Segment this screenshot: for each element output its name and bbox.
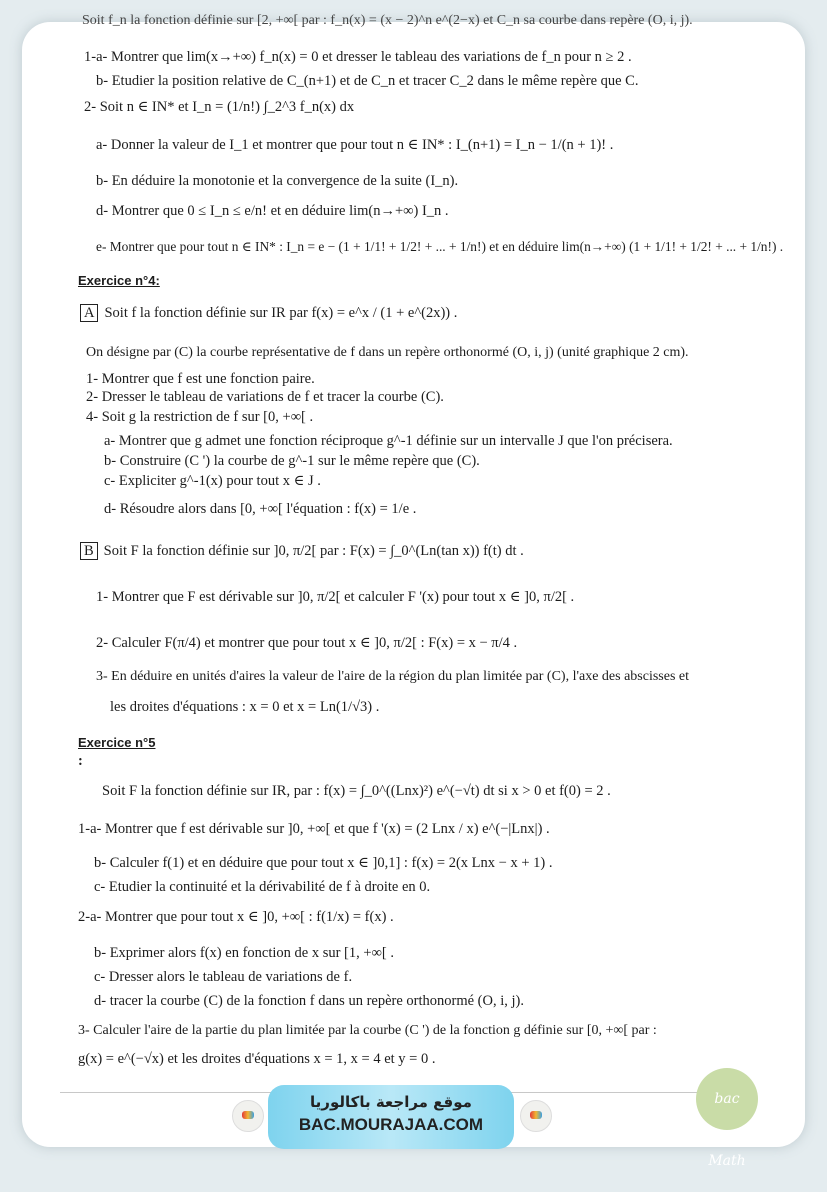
question-1a: 1-a- Montrer que lim(x→+∞) f_n(x) = 0 et dresser le tableau des variations de f_n pour n ≥ 2 . <box>84 49 632 65</box>
partial-top-line: Soit f_n la fonction définie sur [2, +∞[ par : f_n(x) = (x − 2)^n e^(2−x) et C_n sa courbe dans repère (O, i, j). <box>82 13 693 28</box>
part-B <box>80 542 524 560</box>
ex5-q2c: c- Dresser alors le tableau de variations de f. <box>94 969 353 985</box>
ex4-b2: 2- Calculer F(π/4) et montrer que pour tout x ∈ ]0, π/2[ : F(x) = x − π/4 . <box>96 635 518 651</box>
ex5-q2d: d- tracer la courbe (C) de la fonction f dans un repère orthonormé (O, i, j). <box>94 993 524 1009</box>
bac-math-logo: bac Math <box>696 1068 758 1130</box>
question-2d: d- Montrer que 0 ≤ I_n ≤ e/n! et en déduire lim(n→+∞) I_n . <box>96 203 449 219</box>
banner-url: BAC.MOURAJAA.COM <box>298 1115 484 1134</box>
document-page <box>22 13 805 1147</box>
question-2a: a- Donner la valeur de I_1 et montrer que pour tout n ∈ IN* : I_(n+1) = I_n − 1/(n + 1)! . <box>96 137 614 153</box>
ex4-q4b: b- Construire (C ') la courbe de g^-1 sur le même repère que (C). <box>104 453 480 469</box>
ex5-q3-line1: 3- Calculer l'aire de la partie du plan limitée par la courbe (C ') de la fonction g définie sur [0, +∞[ par : <box>78 1023 657 1038</box>
ex5-q2b: b- Exprimer alors f(x) en fonction de x sur [1, +∞[ . <box>94 945 394 961</box>
question-2e: e- Montrer que pour tout n ∈ IN* : I_n = e − (1 + 1/1! + 1/2! + ... + 1/n!) et en déduire lim(n→+∞) (1 + 1/1! + 1/2! + ... + 1/n!) . <box>96 239 784 254</box>
ex4-b3-line2: les droites d'équations : x = 0 et x = Ln(1/√3) . <box>110 699 380 715</box>
ex4-q4: 4- Soit g la restriction de f sur [0, +∞[ . <box>86 409 314 425</box>
left-site-logo-icon <box>232 1100 264 1132</box>
ex4-q4a: a- Montrer que g admet une fonction réciproque g^-1 définie sur un intervalle J que l'on précisera. <box>104 433 673 449</box>
question-2: 2- Soit n ∈ IN* et I_n = (1/n!) ∫_2^3 f_n(x) dx <box>84 99 355 115</box>
ex4-b1: 1- Montrer que F est dérivable sur ]0, π/2[ et calculer F '(x) pour tout x ∈ ]0, π/2[ . <box>96 589 575 605</box>
banner-arabic-title: موقع مراجعة باكالوريا <box>310 1093 472 1111</box>
exercise-5-colon: : <box>78 753 83 769</box>
ex5-intro: Soit F la fonction définie sur IR, par : f(x) = ∫_0^((Lnx)²) e^(−√t) dt si x > 0 et f(0) = 2 . <box>102 783 611 799</box>
part-A-text: Soit f la fonction définie sur IR par f(x) = e^x / (1 + e^(2x)) . <box>104 305 458 321</box>
ex5-q3-line2: g(x) = e^(−√x) et les droites d'équations x = 1, x = 4 et y = 0 . <box>78 1051 436 1067</box>
right-site-logo-icon <box>520 1100 552 1132</box>
ex4-b3-line1: 3- En déduire en unités d'aires la valeur de l'aire de la région du plan limitée par (C), l'axe des abscisses et <box>96 669 690 684</box>
part-B-text: Soit F la fonction définie sur ]0, π/2[ par : F(x) = ∫_0^(Ln(tan x)) f(t) dt . <box>103 543 524 559</box>
question-2b: b- En déduire la monotonie et la convergence de la suite (I_n). <box>96 173 459 189</box>
site-banner-link[interactable] <box>268 1085 514 1149</box>
exercise-4-title: Exercice n°4: <box>78 273 160 288</box>
ex5-q1b: b- Calculer f(1) et en déduire que pour tout x ∈ ]0,1] : f(x) = 2(x Lnx − x + 1) . <box>94 855 553 871</box>
ex4-q2: 2- Dresser le tableau de variations de f et tracer la courbe (C). <box>86 389 444 405</box>
part-A-label: A <box>80 304 98 322</box>
part-A <box>80 304 457 322</box>
ex5-q2a: 2-a- Montrer que pour tout x ∈ ]0, +∞[ : f(1/x) = f(x) . <box>78 909 394 925</box>
curve-definition: On désigne par (C) la courbe représentative de f dans un repère orthonormé (O, i, j) (unité graphique 2 cm). <box>86 345 689 360</box>
exercise-5-title: Exercice n°5 <box>78 735 156 750</box>
ex4-q4d: d- Résoudre alors dans [0, +∞[ l'équation : f(x) = 1/e . <box>104 501 417 517</box>
ex5-q1a: 1-a- Montrer que f est dérivable sur ]0, +∞[ et que f '(x) = (2 Lnx / x) e^(−|Lnx|) . <box>78 821 550 837</box>
question-1b: b- Etudier la position relative de C_(n+1) et de C_n et tracer C_2 dans le même repère que C. <box>96 73 639 89</box>
ex4-q1: 1- Montrer que f est une fonction paire. <box>86 371 315 387</box>
part-B-label: B <box>80 542 98 560</box>
ex5-q1c: c- Etudier la continuité et la dérivabilité de f à droite en 0. <box>94 879 431 895</box>
ex4-q4c: c- Expliciter g^-1(x) pour tout x ∈ J . <box>104 473 321 489</box>
